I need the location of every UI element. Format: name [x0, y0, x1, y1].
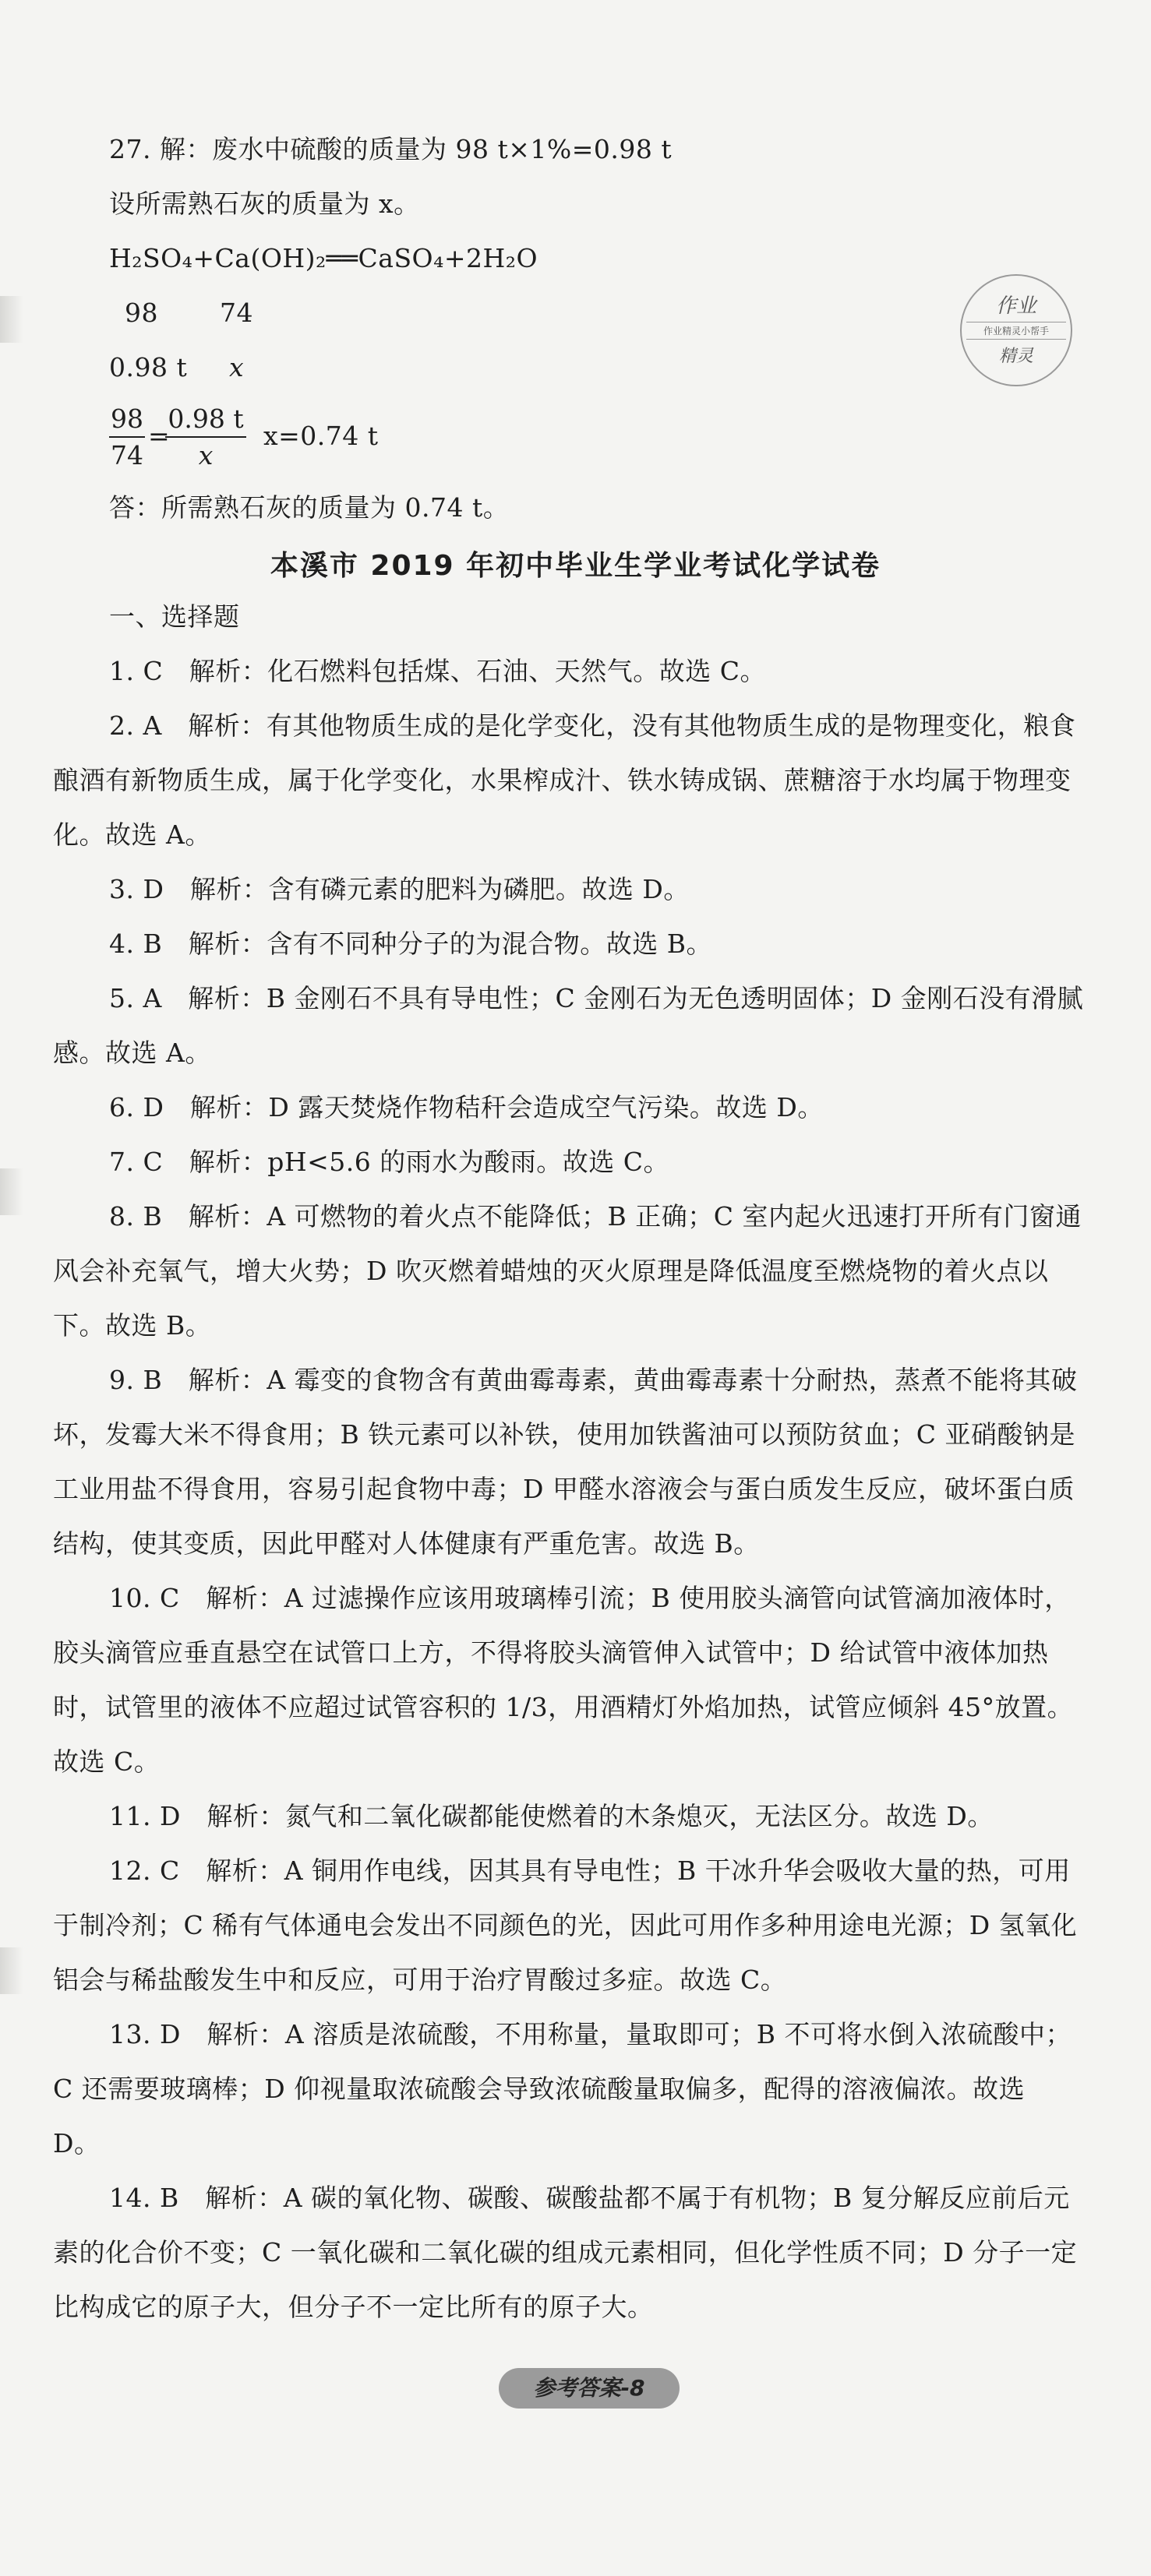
- q27-molar-mass-b: 74: [220, 298, 253, 328]
- answer-2-line: 2. A 解析：有其他物质生成的是化学变化，没有其他物质生成的是物理变化，粮食: [109, 710, 1076, 741]
- q27-molar-mass-a: 98: [125, 298, 158, 328]
- answer-12-line: 12. C 解析：A 铜用作电线，因其具有导电性；B 干冰升华会吸收大量的热，可用: [109, 1855, 1071, 1886]
- answer-3-line: 3. D 解析：含有磷元素的肥料为磷肥。故选 D。: [109, 874, 690, 904]
- fraction-1-denominator: 74: [111, 440, 143, 470]
- answer-14-line: 比构成它的原子大，但分子不一定比所有的原子大。: [53, 2292, 654, 2322]
- answer-13-line: D。: [53, 2128, 101, 2158]
- answer-13-line: 13. D 解析：A 溶质是浓硫酸，不用称量，量取即可；B 不可将水倒入浓硫酸中；: [109, 2019, 1072, 2049]
- answer-5-line: 5. A 解析：B 金刚石不具有导电性；C 金刚石为无色透明固体；D 金刚石没有滑腻: [109, 983, 1084, 1013]
- answer-14-line: 14. B 解析：A 碳的氧化物、碳酸、碳酸盐都不属于有机物；B 复分解反应前后元: [109, 2183, 1070, 2213]
- answer-2-line: 酿酒有新物质生成，属于化学变化，水果榨成汁、铁水铸成锅、蔗糖溶于水均属于物理变: [53, 765, 1072, 795]
- answer-11-line: 11. D 解析：氮气和二氧化碳都能使燃着的木条熄灭，无法区分。故选 D。: [109, 1801, 994, 1831]
- footer-page-badge: 参考答案-8: [499, 2368, 680, 2409]
- stamp-line3: 精灵: [998, 347, 1033, 366]
- answer-9-line: 工业用盐不得食用，容易引起食物中毒；D 甲醛水溶液会与蛋白质发生反应，破坏蛋白质: [53, 1474, 1075, 1504]
- answer-9-line: 坏，发霉大米不得食用；B 铁元素可以补铁，使用加铁酱油可以预防贫血；C 亚硝酸钠是: [53, 1419, 1075, 1450]
- answer-10-line: 时，试管里的液体不应超过试管容积的 1/3，用酒精灯外焰加热，试管应倾斜 45°放置。: [53, 1692, 1074, 1722]
- answer-4-line: 4. B 解析：含有不同种分子的为混合物。故选 B。: [109, 929, 712, 959]
- q27-fraction-1: [109, 403, 145, 470]
- exam-title: 本溪市 2019 年初中毕业生学业考试化学试卷: [270, 550, 881, 582]
- answer-8-line: 下。故选 B。: [53, 1310, 212, 1341]
- q27-result: x=0.74 t: [263, 421, 379, 451]
- answer-8-line: 8. B 解析：A 可燃物的着火点不能降低；B 正确；C 室内起火迅速打开所有门窗通: [109, 1201, 1082, 1232]
- fraction-bar: [109, 436, 145, 438]
- binding-edge-shadow: [0, 1947, 23, 1994]
- answer-7-line: 7. C 解析：pH<5.6 的雨水为酸雨。故选 C。: [109, 1147, 669, 1177]
- answer-9-line: 结构，使其变质，因此甲醛对人体健康有严重危害。故选 B。: [53, 1528, 760, 1559]
- answer-9-line: 9. B 解析：A 霉变的食物含有黄曲霉毒素，黄曲霉毒素十分耐热，蒸煮不能将其破: [109, 1365, 1078, 1395]
- binding-edge-shadow: [0, 296, 23, 343]
- q27-answer: 答：所需熟石灰的质量为 0.74 t。: [109, 492, 510, 523]
- stamp-line2: 作业精灵小帮手: [966, 322, 1066, 340]
- fraction-1-numerator: 98: [111, 403, 143, 434]
- q27-value-a: 0.98 t: [109, 352, 188, 382]
- section-heading: 一、选择题: [109, 601, 240, 632]
- answer-2-line: 化。故选 A。: [53, 819, 211, 850]
- fraction-bar: [165, 436, 246, 438]
- q27-value-b: x: [229, 352, 245, 382]
- fraction-2-denominator: x: [198, 440, 214, 470]
- q27-equation: H₂SO₄+Ca(OH)₂══CaSO₄+2H₂O: [109, 243, 538, 273]
- binding-edge-shadow: [0, 1168, 23, 1215]
- fraction-2-numerator: 0.98 t: [168, 403, 244, 434]
- answer-10-line: 胶头滴管应垂直悬空在试管口上方，不得将胶头滴管伸入试管中；D 给试管中液体加热: [53, 1637, 1049, 1668]
- answer-13-line: C 还需要玻璃棒；D 仰视量取浓硫酸会导致浓硫酸量取偏多，配得的溶液偏浓。故选: [53, 2074, 1026, 2104]
- answer-5-line: 感。故选 A。: [53, 1038, 211, 1068]
- q27-line2: 设所需熟石灰的质量为 x。: [109, 189, 420, 219]
- answer-12-line: 铝会与稀盐酸发生中和反应，可用于治疗胃酸过多症。故选 C。: [53, 1965, 787, 1995]
- q27-fraction-2: [165, 403, 246, 470]
- answer-8-line: 风会补充氧气，增大火势；D 吹灭燃着蜡烛的灭火原理是降低温度至燃烧物的着火点以: [53, 1256, 1049, 1286]
- stamp-line1: 作业: [995, 294, 1036, 318]
- answer-12-line: 于制冷剂；C 稀有气体通电会发出不同颜色的光，因此可用作多种用途电光源；D 氢氧化: [53, 1910, 1078, 1940]
- answer-6-line: 6. D 解析：D 露天焚烧作物秸秆会造成空气污染。故选 D。: [109, 1092, 824, 1122]
- answer-14-line: 素的化合价不变；C 一氧化碳和二氧化碳的组成元素相同，但化学性质不同；D 分子一定: [53, 2237, 1078, 2268]
- stamp-seal: [960, 274, 1072, 386]
- answer-1-line: 1. C 解析：化石燃料包括煤、石油、天然气。故选 C。: [109, 656, 766, 686]
- answer-10-line: 10. C 解析：A 过滤操作应该用玻璃棒引流；B 使用胶头滴管向试管滴加液体时，: [109, 1583, 1071, 1613]
- q27-line1: 27. 解：废水中硫酸的质量为 98 t×1%=0.98 t: [109, 134, 673, 164]
- q27-equals: =: [148, 421, 171, 451]
- answer-10-line: 故选 C。: [53, 1746, 161, 1777]
